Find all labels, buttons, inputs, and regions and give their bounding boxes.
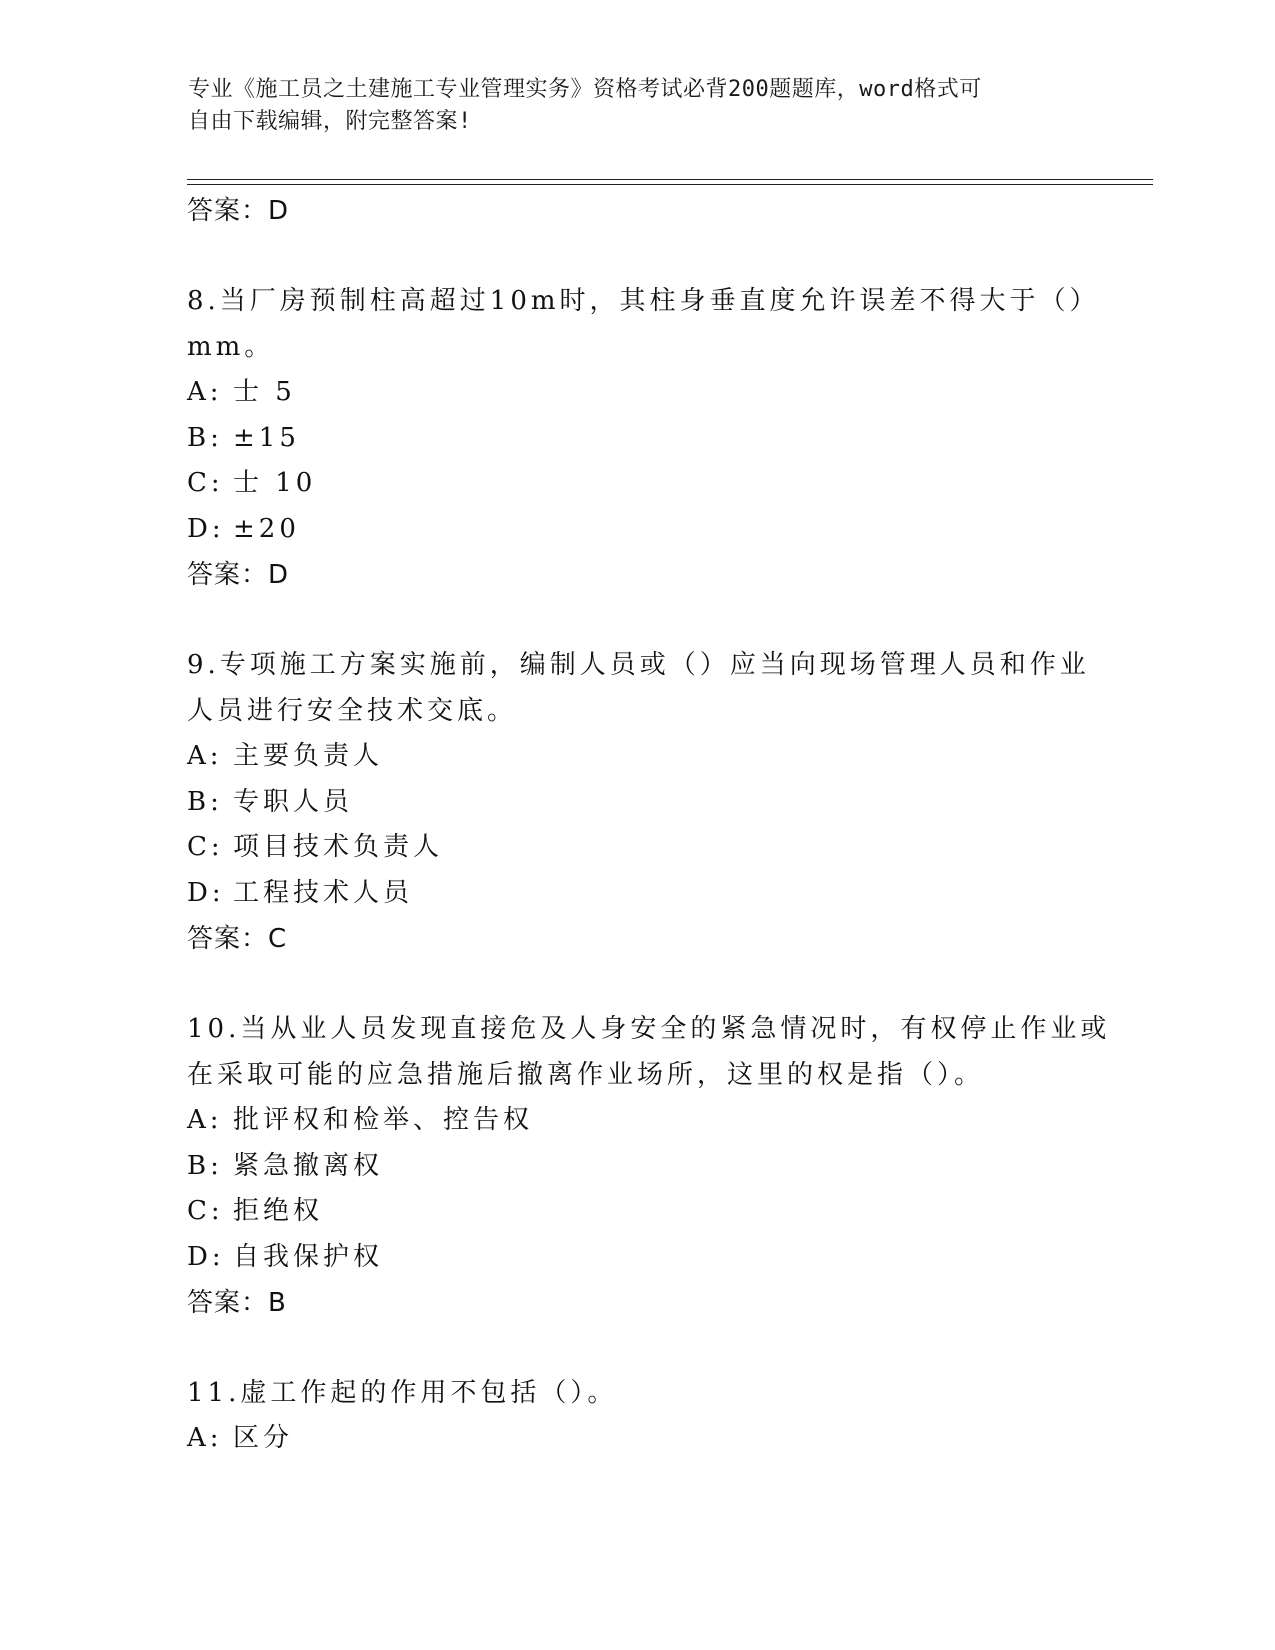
option-key: D: bbox=[187, 877, 225, 908]
option-c bbox=[187, 461, 1087, 507]
option-key: A: bbox=[187, 377, 223, 407]
option-text: 自我保护权 bbox=[233, 1241, 384, 1272]
option-text: 工程技术人员 bbox=[233, 877, 414, 908]
option-c bbox=[187, 825, 1087, 871]
spacer bbox=[187, 962, 1087, 1006]
document-header bbox=[188, 74, 1068, 138]
header-divider-bottom bbox=[187, 184, 1153, 185]
question-stem bbox=[187, 1370, 1087, 1416]
option-key: C: bbox=[187, 832, 224, 862]
option-text: 专职人员 bbox=[233, 786, 354, 817]
question-list bbox=[187, 188, 1111, 1462]
question-stem bbox=[187, 642, 1090, 734]
option-key: C: bbox=[187, 468, 224, 498]
question-10 bbox=[187, 1006, 1111, 1326]
option-a bbox=[187, 1098, 1087, 1144]
option-text: 项目技术负责人 bbox=[233, 832, 444, 862]
option-d bbox=[187, 1235, 1087, 1281]
question-11 bbox=[187, 1370, 1087, 1462]
option-key: A: bbox=[187, 1105, 223, 1135]
header-divider-top bbox=[187, 179, 1153, 180]
option-d bbox=[187, 507, 1087, 553]
header-line-1: 专业《施工员之土建施工专业管理实务》资格考试必背200题题库，word格式可 bbox=[188, 77, 982, 102]
question-stem-line-1: 11.虚工作起的作用不包括（）。 bbox=[187, 1378, 618, 1408]
spacer bbox=[187, 234, 1087, 278]
answer: 答案：B bbox=[187, 1288, 287, 1318]
option-b bbox=[187, 416, 1087, 462]
question-stem-line-1: 9.专项施工方案实施前，编制人员或（）应当向现场管理人员和作业 bbox=[187, 650, 1090, 680]
option-text: 主要负责人 bbox=[233, 741, 384, 771]
option-key: D: bbox=[187, 1241, 225, 1272]
option-a bbox=[187, 734, 1087, 780]
option-key: B: bbox=[187, 786, 223, 817]
header-line-2: 自由下载编辑，附完整答案! bbox=[188, 109, 472, 134]
option-key: B: bbox=[187, 422, 223, 453]
question-8 bbox=[187, 278, 1100, 598]
option-text: ±20 bbox=[233, 513, 300, 544]
option-text: 拒绝权 bbox=[233, 1196, 324, 1226]
answer: 答案：C bbox=[187, 924, 288, 954]
option-key: A: bbox=[187, 741, 223, 771]
question-stem-line-1: 10.当从业人员发现直接危及人身安全的紧急情况时，有权停止作业或 bbox=[187, 1014, 1111, 1044]
question-9 bbox=[187, 642, 1090, 962]
option-key: B: bbox=[187, 1150, 223, 1181]
option-text: 区分 bbox=[233, 1423, 294, 1453]
question-stem bbox=[187, 1006, 1111, 1098]
option-key: D: bbox=[187, 513, 225, 544]
option-key: A: bbox=[187, 1423, 223, 1453]
option-text: ±15 bbox=[233, 422, 300, 453]
option-c bbox=[187, 1189, 1087, 1235]
option-text: 士 5 bbox=[233, 377, 296, 407]
option-text: 紧急撤离权 bbox=[233, 1150, 384, 1181]
question-stem-line-1: 8.当厂房预制柱高超过10m时，其柱身垂直度允许误差不得大于（） bbox=[187, 286, 1100, 316]
option-key: C: bbox=[187, 1196, 224, 1226]
answer: 答案：D bbox=[187, 560, 290, 590]
option-text: 士 10 bbox=[233, 468, 317, 498]
question-stem-line-2: 在采取可能的应急措施后撤离作业场所，这里的权是指（）。 bbox=[187, 1060, 985, 1090]
option-b bbox=[187, 780, 1087, 826]
spacer bbox=[187, 598, 1087, 642]
previous-answer: 答案：D bbox=[187, 196, 290, 226]
option-b bbox=[187, 1144, 1087, 1190]
spacer bbox=[187, 1326, 1087, 1370]
option-text: 批评权和检举、控告权 bbox=[233, 1105, 534, 1135]
question-stem-line-2: mm。 bbox=[187, 332, 275, 362]
option-a bbox=[187, 370, 1087, 416]
question-stem-line-2: 人员进行安全技术交底。 bbox=[187, 696, 518, 726]
question-stem bbox=[187, 278, 1100, 370]
option-a bbox=[187, 1416, 1087, 1462]
option-d bbox=[187, 871, 1087, 917]
